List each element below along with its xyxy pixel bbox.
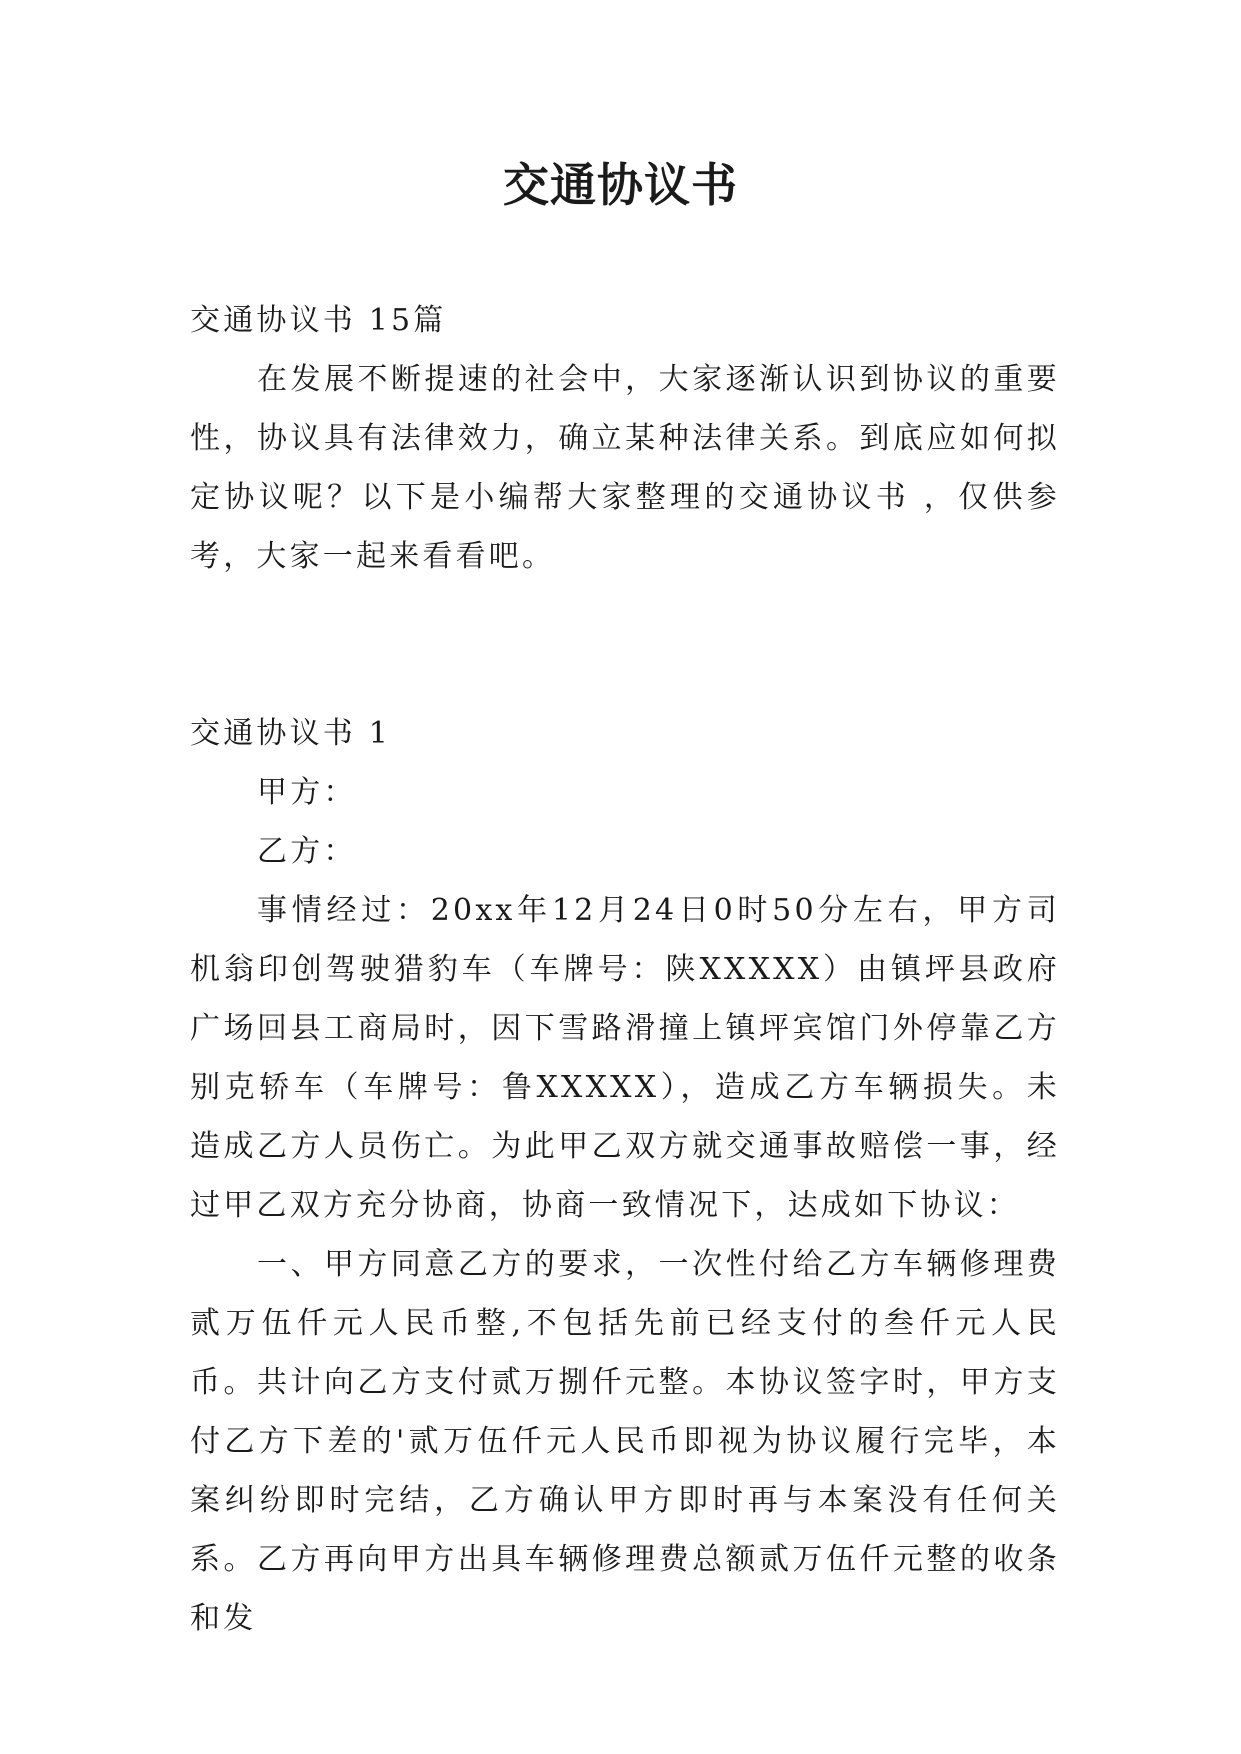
- section-heading: 交通协议书 1: [190, 716, 392, 751]
- facts-paragraph: 事情经过：20xx年12月24日0时50分左右，甲方司机翁印创驾驶猎豹车（车牌号：陕XXXXX）由镇坪县政府广场回县工商局时，因下雪路滑撞上镇坪宾馆门外停靠乙方别克轿车（车牌号：鲁XXXXX），造成乙方车辆损失。未造成乙方人员伤亡。为此甲乙双方就交通事故赔偿一事，经过甲乙双方充分协商，协商一致情况下，达成如下协议：: [190, 893, 1060, 1223]
- section-spacer: [190, 586, 1060, 704]
- intro-paragraph: 在发展不断提速的社会中，大家逐渐认识到协议的重要性，协议具有法律效力，确立某种法律关系。到底应如何拟定协议呢？以下是小编帮大家整理的交通协议书 ，仅供参考，大家一起来看看吧。: [190, 362, 1060, 574]
- series-heading: 交通协议书 15篇: [190, 303, 447, 338]
- clause-1-paragraph: 一、甲方同意乙方的要求，一次性付给乙方车辆修理费贰万伍仟元人民币整,不包括先前已经支付的叁仟元人民币。共计向乙方支付贰万捌仟元整。本协议签字时，甲方支付乙方下差的'贰万伍仟元人民币即视为协议履行完毕，本案纠纷即时完结，乙方确认甲方即时再与本案没有任何关系。乙方再向甲方出具车辆修理费总额贰万伍仟元整的收条和发: [190, 1247, 1060, 1636]
- document-body: [190, 291, 1060, 1648]
- party-a-line: 甲方：: [257, 775, 357, 810]
- party-b-line: 乙方：: [257, 834, 357, 869]
- document-title: 交通协议书: [503, 158, 738, 212]
